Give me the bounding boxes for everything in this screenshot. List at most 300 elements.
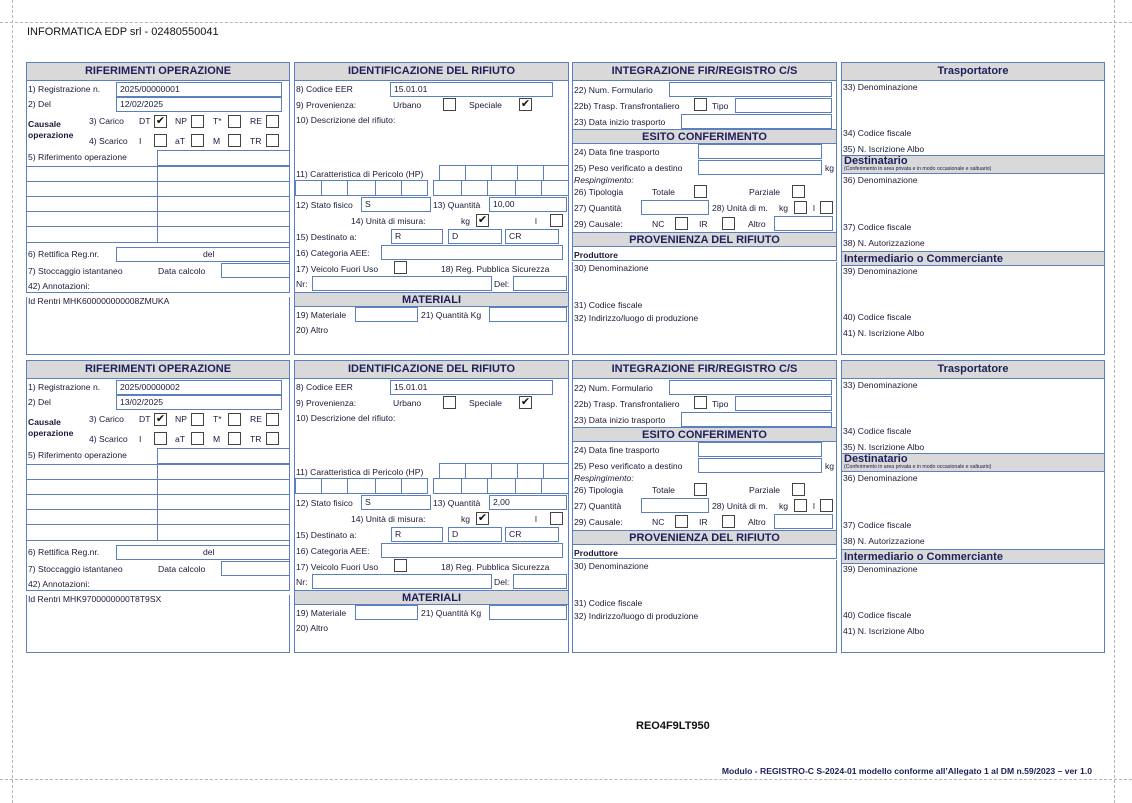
denominazione39-label: 39) Denominazione (843, 266, 918, 276)
destinatario-heading: Destinatario (844, 453, 908, 465)
l-label: l (535, 216, 537, 226)
nr-field[interactable] (312, 276, 492, 291)
scarico-label: 4) Scarico (89, 434, 128, 444)
stato-fisico-field[interactable]: S (361, 495, 431, 510)
m-checkbox[interactable] (228, 432, 241, 445)
hp-cell[interactable] (461, 180, 488, 196)
speciale-checkbox[interactable]: ✔ (520, 98, 531, 110)
aee-field[interactable] (381, 245, 563, 260)
urbano-checkbox[interactable] (443, 396, 456, 409)
esito-title: ESITO CONFERIMENTO (573, 129, 836, 144)
hp-cell[interactable] (439, 463, 466, 479)
hp-cell[interactable] (321, 180, 348, 196)
footer-note: Modulo - REGISTRO-C S-2024-01 modello conforme all’Allegato 1 al DM n.59/2023 – ver 1.0 (721, 766, 1092, 776)
rif-grid-cell[interactable] (26, 509, 158, 525)
np-label: NP (175, 414, 187, 424)
hp-cell[interactable] (517, 165, 544, 181)
urbano-label: Urbano (393, 100, 422, 110)
inizio-trasporto-field[interactable] (681, 114, 832, 129)
riferimenti-panel (26, 62, 290, 355)
parziale-label: Parziale (749, 485, 781, 495)
integrazione-fir-panel (572, 360, 837, 653)
hp-cell[interactable] (439, 165, 466, 181)
rif-grid-cell[interactable] (26, 166, 158, 182)
tstar-label: T* (213, 116, 222, 126)
riferimenti-panel (26, 360, 290, 653)
np-checkbox[interactable] (191, 413, 204, 426)
annotazioni-label: 42) Annotazioni: (28, 579, 90, 589)
hp-cell[interactable] (541, 180, 569, 196)
denominazione33-label: 33) Denominazione (843, 82, 918, 92)
i-checkbox[interactable] (154, 432, 167, 445)
hp-cell[interactable] (491, 165, 518, 181)
unita28-kg-checkbox[interactable] (794, 499, 807, 512)
esito-title: ESITO CONFERIMENTO (573, 427, 836, 442)
stato-fisico-label: 12) Stato fisico (296, 200, 353, 210)
tipo-field[interactable] (735, 98, 832, 113)
registrazione-label: 1) Registrazione n. (28, 382, 101, 392)
tipologia-label: 26) Tipologia (574, 485, 624, 495)
inizio-trasporto-label: 23) Data inizio trasporto (574, 117, 666, 127)
denominazione33-label: 33) Denominazione (843, 380, 918, 390)
rif-grid-cell[interactable] (26, 211, 158, 227)
riferimenti-title: RIFERIMENTI OPERAZIONE (27, 63, 289, 81)
hp-cell[interactable] (401, 180, 428, 196)
formulario-field[interactable] (669, 82, 832, 97)
unita28-l-checkbox[interactable] (820, 499, 833, 512)
unita28-label: 28) Unità di m. (712, 203, 768, 213)
stoccaggio-label: 7) Stoccaggio istantaneo (28, 564, 123, 574)
fine-trasporto-field[interactable] (698, 144, 822, 159)
hp-cell[interactable] (517, 463, 544, 479)
causale-label: Causale operazione (28, 417, 74, 438)
riferimenti-title: RIFERIMENTI OPERAZIONE (27, 361, 289, 379)
unita28-l-label: l (813, 501, 815, 511)
l-checkbox[interactable] (550, 214, 563, 227)
destinato-cr-field[interactable]: CR (505, 229, 559, 244)
quantita-field[interactable]: 2,00 (489, 495, 567, 510)
denominazione36-label: 36) Denominazione (843, 473, 918, 483)
quantita-kg-label: 21) Quantità Kg (421, 608, 482, 618)
materiale-label: 19) Materiale (296, 608, 347, 618)
at-checkbox[interactable] (191, 432, 204, 445)
tr-checkbox[interactable] (266, 432, 279, 445)
data-calcolo-label: Data calcolo (158, 266, 206, 276)
hp-cell[interactable] (515, 180, 542, 196)
kg-checkbox[interactable]: ✔ (477, 512, 488, 524)
rif-grid-cell[interactable] (157, 226, 290, 243)
id-rentri: Id Rentri MHK9700000000T8T9SX (28, 594, 162, 604)
formulario-field[interactable] (669, 380, 832, 395)
codice34-label: 34) Codice fiscale (843, 426, 912, 436)
i-label: I (139, 136, 142, 146)
codice31-label: 31) Codice fiscale (574, 598, 643, 608)
tipologia-label: 26) Tipologia (574, 187, 624, 197)
hp-cell[interactable] (515, 478, 542, 494)
speciale-label: Speciale (469, 100, 502, 110)
tipo-label: Tipo (712, 101, 729, 111)
produttore-divider (572, 558, 837, 560)
del-label: 2) Del (28, 397, 51, 407)
hp-cell[interactable] (465, 463, 492, 479)
produttore-label: Produttore (574, 250, 618, 260)
codice37-label: 37) Codice fiscale (843, 520, 912, 530)
fine-trasporto-field[interactable] (698, 442, 822, 457)
hp-cell[interactable] (433, 478, 462, 494)
tr-label: TR (250, 434, 262, 444)
fir-title: INTEGRAZIONE FIR/REGISTRO C/S (573, 63, 836, 81)
codice37-label: 37) Codice fiscale (843, 222, 912, 232)
provenienza-title: PROVENIENZA DEL RIFIUTO (573, 530, 836, 545)
albo35-label: 35) N. Iscrizione Albo (843, 442, 925, 452)
registrazione-field[interactable]: 2025/00000002 (116, 380, 282, 395)
destinato-d-field[interactable]: D (448, 527, 502, 542)
rif-grid-cell[interactable] (157, 211, 290, 227)
hp-cell[interactable] (347, 180, 376, 196)
destinato-r-field[interactable]: R (391, 229, 443, 244)
hp-cell[interactable] (461, 478, 488, 494)
pubblica-label: 18) Reg. Pubblica Sicurezza (441, 562, 550, 572)
altro-label: Altro (748, 219, 766, 229)
top-margin-guide (0, 22, 1132, 23)
codice40-label: 40) Codice fiscale (843, 312, 912, 322)
materiale-field[interactable] (355, 307, 418, 322)
del2-label: Del: (494, 577, 510, 587)
dt-label: DT (139, 116, 151, 126)
nc-checkbox[interactable] (675, 515, 688, 528)
transfrontaliero-label: 22b) Trasp. Transfrontaliero (574, 399, 680, 409)
nr-field[interactable] (312, 574, 492, 589)
del2-field[interactable] (513, 276, 567, 291)
autorizzazione38-label: 38) N. Autorizzazione (843, 536, 925, 546)
causale29-label: 29) Causale: (574, 219, 623, 229)
unita-misura-label: 14) Unità di misura: (351, 216, 426, 226)
rif-grid-cell[interactable] (157, 524, 290, 541)
rettifica-label: 6) Rettifica Reg.nr. (28, 547, 100, 557)
totale-checkbox[interactable] (694, 185, 707, 198)
quantita27-label: 27) Quantità (574, 501, 622, 511)
ir-checkbox[interactable] (722, 515, 735, 528)
indirizzo32-label: 32) Indirizzo/luogo di produzione (574, 313, 699, 323)
destinato-cr-field[interactable]: CR (505, 527, 559, 542)
aee-field[interactable] (381, 543, 563, 558)
fir-title: INTEGRAZIONE FIR/REGISTRO C/S (573, 361, 836, 379)
identificazione-title: IDENTIFICAZIONE DEL RIFIUTO (295, 361, 568, 379)
destinatario-heading: Destinatario (844, 155, 908, 167)
urbano-checkbox[interactable] (443, 98, 456, 111)
quantita-kg-field[interactable] (489, 605, 567, 620)
re-label: RE (250, 116, 262, 126)
rif-grid-cell[interactable] (157, 464, 290, 480)
hp-cell[interactable] (321, 478, 348, 494)
rif-grid-cell[interactable] (157, 181, 290, 197)
destinato-d-field[interactable]: D (448, 229, 502, 244)
company-header: INFORMATICA EDP srl - 02480550041 (27, 26, 219, 38)
peso-kg-label: kg (825, 461, 835, 471)
causale29-label: 29) Causale: (574, 517, 623, 527)
denominazione30-label: 30) Denominazione (574, 263, 649, 273)
trasportatore-title: Trasportatore (842, 63, 1104, 81)
rif-grid-cell[interactable] (26, 464, 158, 480)
aee-label: 16) Categoria AEE: (296, 546, 370, 556)
del2-label: Del: (494, 279, 510, 289)
rif-grid-cell[interactable] (157, 509, 290, 525)
totale-checkbox[interactable] (694, 483, 707, 496)
tipo-label: Tipo (712, 399, 729, 409)
rif-grid-cell[interactable] (157, 479, 290, 495)
albo41-label: 41) N. Iscrizione Albo (843, 626, 925, 636)
scarico-label: 4) Scarico (89, 136, 128, 146)
destinato-r-field[interactable]: R (391, 527, 443, 542)
destinatario-note: (Conferimento in area privata e in modo occasionale e saltuario) (844, 166, 992, 172)
hp-cell[interactable] (543, 463, 569, 479)
rif-grid-cell[interactable] (157, 196, 290, 212)
fine-trasporto-label: 24) Data fine trasporto (574, 147, 660, 157)
annotazioni-label: 42) Annotazioni: (28, 281, 90, 291)
inizio-trasporto-field[interactable] (681, 412, 832, 427)
ir-label: IR (699, 517, 708, 527)
respingimento-label: Respingimento: (574, 175, 634, 185)
albo41-label: 41) N. Iscrizione Albo (843, 328, 925, 338)
parziale-label: Parziale (749, 187, 781, 197)
ir-label: IR (699, 219, 708, 229)
codice34-label: 34) Codice fiscale (843, 128, 912, 138)
unita28-l-checkbox[interactable] (820, 201, 833, 214)
rif-operazione-field[interactable] (157, 448, 290, 464)
hp-cell[interactable] (433, 180, 462, 196)
at-label: aT (175, 136, 186, 146)
unita28-kg-checkbox[interactable] (794, 201, 807, 214)
transfrontaliero-label: 22b) Trasp. Transfrontaliero (574, 101, 680, 111)
denominazione36-label: 36) Denominazione (843, 175, 918, 185)
quantita27-field[interactable] (641, 498, 709, 513)
denominazione39-label: 39) Denominazione (843, 564, 918, 574)
speciale-label: Speciale (469, 398, 502, 408)
stato-fisico-label: 12) Stato fisico (296, 498, 353, 508)
descrizione-label: 10) Descrizione del rifiuto: (296, 115, 396, 125)
rif-grid-cell[interactable] (157, 166, 290, 182)
rif-grid-cell[interactable] (26, 181, 158, 197)
hp-cell[interactable] (375, 180, 402, 196)
materiale-field[interactable] (355, 605, 418, 620)
peso-field[interactable] (698, 160, 822, 175)
data-calcolo-field[interactable] (221, 263, 290, 278)
rif-operazione-field[interactable] (157, 150, 290, 166)
hp-cell[interactable] (543, 165, 569, 181)
provenienza-label: 9) Provenienza: (296, 100, 357, 110)
left-margin-guide (12, 0, 13, 803)
codice-eer-field[interactable]: 15.01.01 (390, 380, 553, 395)
provenienza-label: 9) Provenienza: (296, 398, 357, 408)
stato-fisico-field[interactable]: S (361, 197, 431, 212)
peso-kg-label: kg (825, 163, 835, 173)
dt-checkbox[interactable]: ✔ (155, 413, 166, 425)
altro-field[interactable] (774, 514, 833, 529)
l-checkbox[interactable] (550, 512, 563, 525)
hp-cell[interactable] (491, 463, 518, 479)
codice31-label: 31) Codice fiscale (574, 300, 643, 310)
inizio-trasporto-label: 23) Data inizio trasporto (574, 415, 666, 425)
identificazione-panel (294, 62, 569, 355)
peso-field[interactable] (698, 458, 822, 473)
totale-label: Totale (652, 485, 675, 495)
nc-label: NC (652, 219, 665, 229)
tr-label: TR (250, 136, 262, 146)
identificazione-panel (294, 360, 569, 653)
unita28-l-label: l (813, 203, 815, 213)
rif-operazione-label: 5) Riferimento operazione (28, 152, 127, 162)
unita28-label: 28) Unità di m. (712, 501, 768, 511)
codice-eer-label: 8) Codice EER (296, 382, 353, 392)
nr-label: Nr: (296, 577, 308, 587)
formulario-label: 22) Num. Formulario (574, 85, 653, 95)
aee-label: 16) Categoria AEE: (296, 248, 370, 258)
produttore-divider (572, 260, 837, 262)
transfrontaliero-checkbox[interactable] (694, 98, 707, 111)
del2-field[interactable] (513, 574, 567, 589)
rif-grid-cell[interactable] (26, 479, 158, 495)
dt-label: DT (139, 414, 151, 424)
data-calcolo-field[interactable] (221, 561, 290, 576)
altro-label: Altro (748, 517, 766, 527)
rif-grid-cell[interactable] (26, 524, 158, 541)
kg-label: kg (461, 514, 471, 524)
transfrontaliero-checkbox[interactable] (694, 396, 707, 409)
unita-misura-label: 14) Unità di misura: (351, 514, 426, 524)
pericolo-label: 11) Caratteristica di Pericolo (HP) (296, 169, 424, 179)
unita28-kg-label: kg (779, 203, 789, 213)
carico-label: 3) Carico (89, 414, 124, 424)
soggetti-panel (841, 62, 1105, 355)
hp-cell[interactable] (295, 478, 322, 494)
np-checkbox[interactable] (191, 115, 204, 128)
veicolo-label: 17) Veicolo Fuori Uso (296, 264, 379, 274)
provenienza-title: PROVENIENZA DEL RIFIUTO (573, 232, 836, 247)
nc-label: NC (652, 517, 665, 527)
quantita-kg-label: 21) Quantità Kg (421, 310, 482, 320)
rif-grid-cell[interactable] (26, 196, 158, 212)
quantita27-label: 27) Quantità (574, 203, 622, 213)
identificazione-title: IDENTIFICAZIONE DEL RIFIUTO (295, 63, 568, 81)
np-label: NP (175, 116, 187, 126)
autorizzazione38-label: 38) N. Autorizzazione (843, 238, 925, 248)
del-field[interactable]: 12/02/2025 (116, 97, 282, 112)
tr-checkbox[interactable] (266, 134, 279, 147)
veicolo-checkbox[interactable] (394, 559, 407, 572)
hp-cell[interactable] (487, 478, 516, 494)
registrazione-field[interactable]: 2025/00000001 (116, 82, 282, 97)
data-calcolo-label: Data calcolo (158, 564, 206, 574)
descrizione-label: 10) Descrizione del rifiuto: (296, 413, 396, 423)
pubblica-label: 18) Reg. Pubblica Sicurezza (441, 264, 550, 274)
registrazione-label: 1) Registrazione n. (28, 84, 101, 94)
codice40-label: 40) Codice fiscale (843, 610, 912, 620)
re-label: RE (250, 414, 262, 424)
integrazione-fir-panel (572, 62, 837, 355)
hp-cell[interactable] (465, 165, 492, 181)
tstar-checkbox[interactable] (228, 115, 241, 128)
right-margin-guide (1114, 0, 1115, 803)
altro-field[interactable] (774, 216, 833, 231)
kg-label: kg (461, 216, 471, 226)
materiale-label: 19) Materiale (296, 310, 347, 320)
at-label: aT (175, 434, 186, 444)
stoccaggio-label: 7) Stoccaggio istantaneo (28, 266, 123, 276)
causale-label: Causale operazione (28, 119, 74, 140)
rif-grid-cell[interactable] (26, 494, 158, 510)
materiali-title: MATERIALI (295, 590, 568, 605)
intermediario-title: Intermediario o Commerciante (842, 549, 1104, 564)
parziale-checkbox[interactable] (792, 185, 805, 198)
del-field[interactable]: 13/02/2025 (116, 395, 282, 410)
hp-cell[interactable] (401, 478, 428, 494)
codice-eer-field[interactable]: 15.01.01 (390, 82, 553, 97)
tipo-field[interactable] (735, 396, 832, 411)
m-checkbox[interactable] (228, 134, 241, 147)
nc-checkbox[interactable] (675, 217, 688, 230)
trasportatore-title: Trasportatore (842, 361, 1104, 379)
hp-cell[interactable] (347, 478, 376, 494)
respingimento-label: Respingimento: (574, 473, 634, 483)
quantita-kg-field[interactable] (489, 307, 567, 322)
kg-checkbox[interactable]: ✔ (477, 214, 488, 226)
peso-label: 25) Peso verificato a destino (574, 163, 683, 173)
fine-trasporto-label: 24) Data fine trasporto (574, 445, 660, 455)
tstar-checkbox[interactable] (228, 413, 241, 426)
rettifica-del-label: del (203, 249, 215, 259)
hp-cell[interactable] (487, 180, 516, 196)
veicolo-checkbox[interactable] (394, 261, 407, 274)
l-label: l (535, 514, 537, 524)
at-checkbox[interactable] (191, 134, 204, 147)
formulario-label: 22) Num. Formulario (574, 383, 653, 393)
totale-label: Totale (652, 187, 675, 197)
ir-checkbox[interactable] (722, 217, 735, 230)
hp-cell[interactable] (375, 478, 402, 494)
rif-operazione-label: 5) Riferimento operazione (28, 450, 127, 460)
carico-label: 3) Carico (89, 116, 124, 126)
m-label: M (213, 434, 221, 444)
quantita-label: 13) Quantità (433, 498, 481, 508)
parziale-checkbox[interactable] (792, 483, 805, 496)
altro20-label: 20) Altro (296, 623, 329, 633)
i-label: I (139, 434, 142, 444)
denominazione30-label: 30) Denominazione (574, 561, 649, 571)
produttore-label: Produttore (574, 548, 618, 558)
i-checkbox[interactable] (154, 134, 167, 147)
rif-grid-cell[interactable] (26, 226, 158, 243)
veicolo-label: 17) Veicolo Fuori Uso (296, 562, 379, 572)
destinatario-note: (Conferimento in area privata e in modo occasionale e saltuario) (844, 464, 992, 470)
quantita-label: 13) Quantità (433, 200, 481, 210)
re-checkbox[interactable] (266, 413, 279, 426)
materiali-title: MATERIALI (295, 292, 568, 307)
unita28-kg-label: kg (779, 501, 789, 511)
re-checkbox[interactable] (266, 115, 279, 128)
codice-eer-label: 8) Codice EER (296, 84, 353, 94)
quantita-field[interactable]: 10,00 (489, 197, 567, 212)
speciale-checkbox[interactable]: ✔ (520, 396, 531, 408)
m-label: M (213, 136, 221, 146)
rettifica-label: 6) Rettifica Reg.nr. (28, 249, 100, 259)
albo35-label: 35) N. Iscrizione Albo (843, 144, 925, 154)
hp-cell[interactable] (541, 478, 569, 494)
hp-cell[interactable] (295, 180, 322, 196)
dt-checkbox[interactable]: ✔ (155, 115, 166, 127)
quantita27-field[interactable] (641, 200, 709, 215)
id-rentri: Id Rentri MHK600000000008ZMUKA (28, 296, 170, 306)
rif-grid-cell[interactable] (157, 494, 290, 510)
